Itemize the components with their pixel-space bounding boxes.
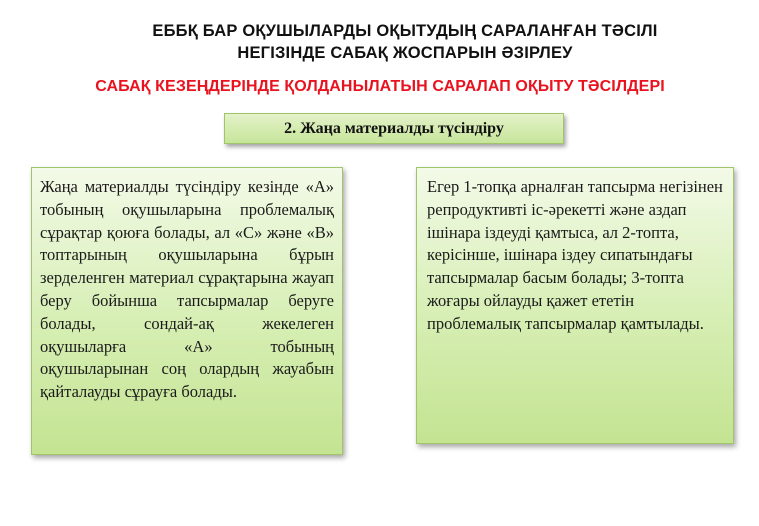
slide-subtitle: САБАҚ КЕЗЕҢДЕРІНДЕ ҚОЛДАНЫЛАТЫН САРАЛАП ОҚЫТУ ТӘСІЛДЕРІ	[95, 78, 665, 95]
left-text-box	[31, 167, 343, 455]
right-text: Егер 1-топқа арналған тапсырма негізінен репродуктивті іс-әрекетті және аздап ішінара іздеуді қамтыса, ал 2-топта, керісінше, ішінара іздеу сипатындағы тапсырмалар басым болады; 3-топта жоғары ойлауды қажет ететін проблемалық тапсырмалар қамтылады.	[427, 177, 723, 333]
left-text: Жаңа материалды түсіндіру кезінде «А» тобының оқушыларына проблемалық сұрақтар қоюға болады, ал «С» және «В» топтарының оқушыларына бұрын зерделенген материал сұрақтарына жауап беру бойынша тапсырмалар беруге болады, сондай-ақ жекелеген оқушыларға «А» тобының оқушыларынан соң олардың жауабын қайталауды сұрауға болады.	[40, 177, 334, 402]
title-line-2: НЕГІЗІНДЕ САБАҚ ЖОСПАРЫН ӘЗІРЛЕУ	[237, 44, 573, 62]
slide-title	[100, 20, 710, 64]
section-label-box: 2. Жаңа материалды түсіндіру	[224, 113, 564, 144]
title-line-1: ЕББҚ БАР ОҚУШЫЛАРДЫ ОҚЫТУДЫҢ САРАЛАНҒАН ТӘСІЛІ	[152, 22, 658, 40]
right-text-box	[416, 167, 734, 444]
